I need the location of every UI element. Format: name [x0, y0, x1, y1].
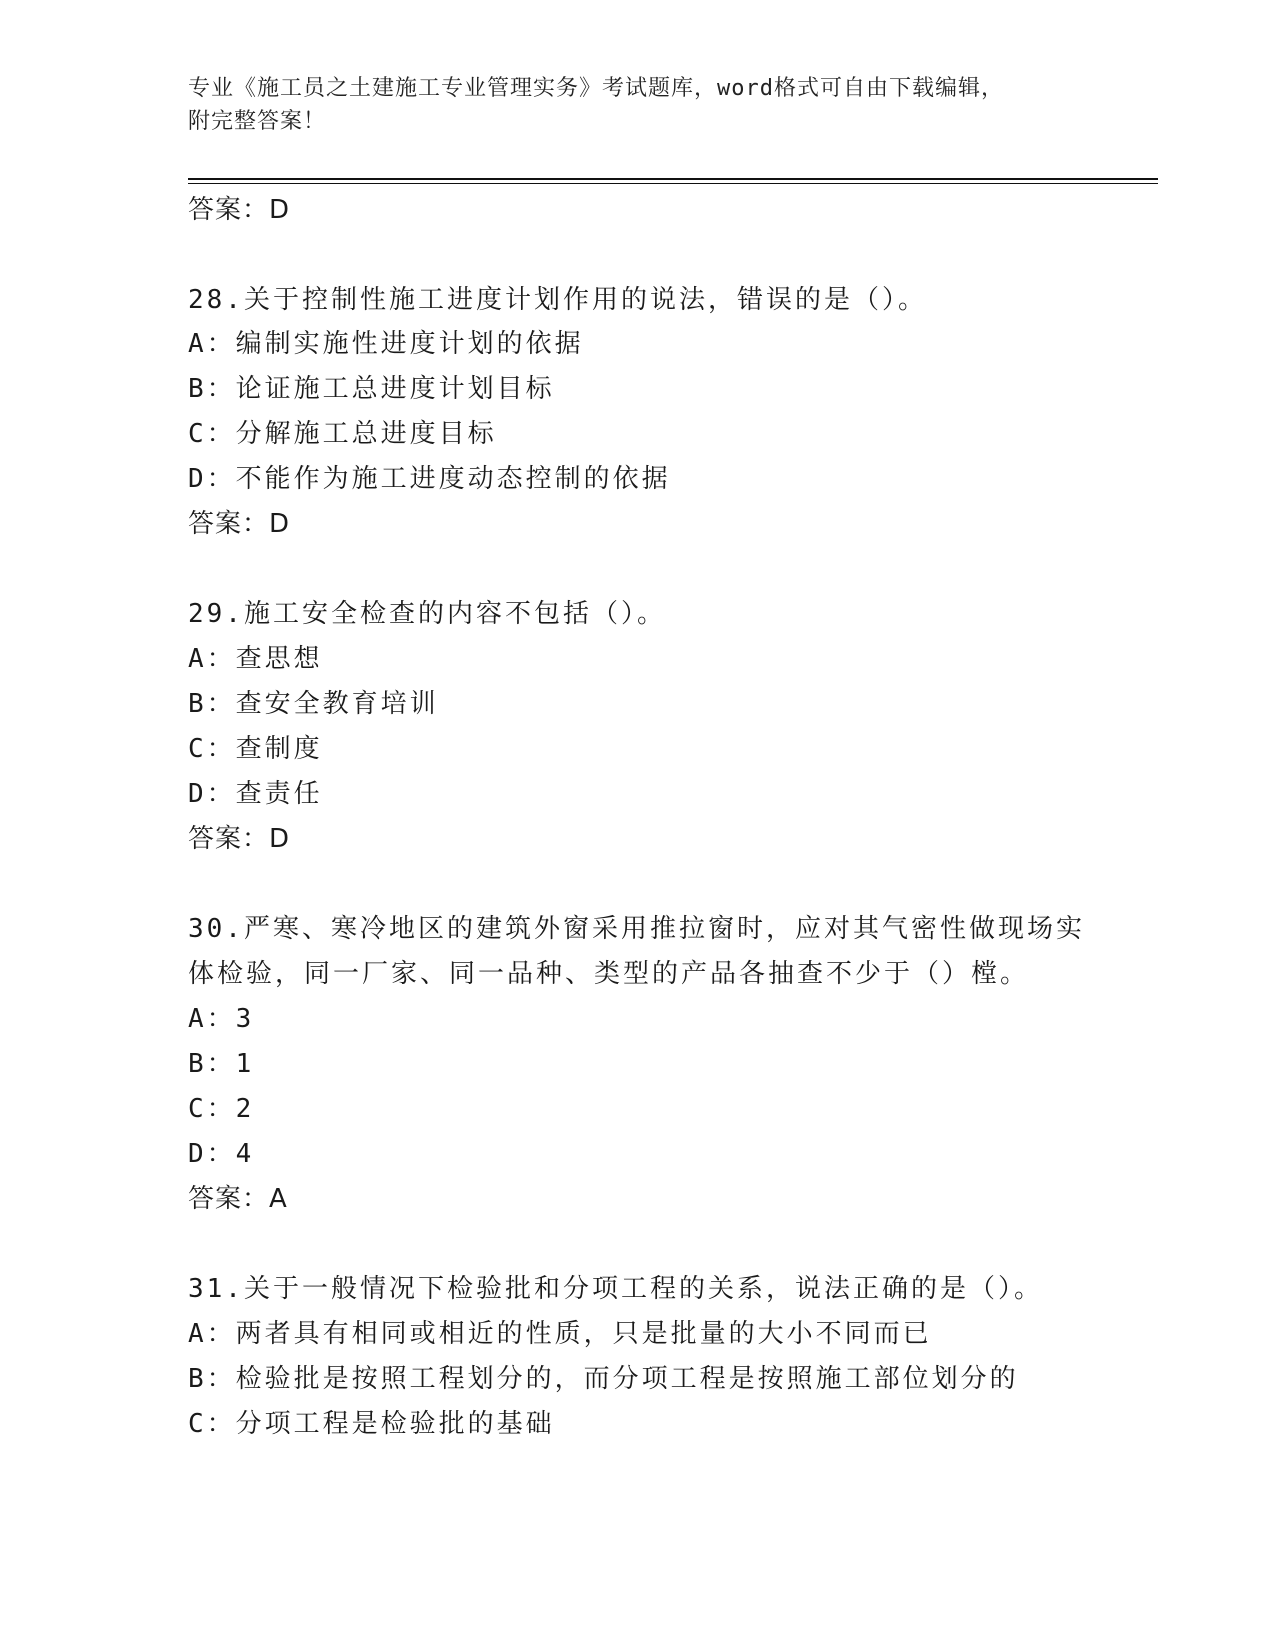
question-31-option-a: A：两者具有相同或相近的性质，只是批量的大小不同而已: [188, 1319, 932, 1349]
question-28-stem: 28.关于控制性施工进度计划作用的说法，错误的是（）。: [188, 285, 927, 315]
question-28-option-a: A：编制实施性进度计划的依据: [188, 329, 584, 359]
header-divider-thick: [188, 178, 1158, 180]
question-29-option-c: C：查制度: [188, 734, 323, 764]
header-line-2: 附完整答案！: [188, 109, 327, 134]
question-30-stem-line-2: 体检验，同一厂家、同一品种、类型的产品各抽查不少于（）樘。: [188, 959, 1030, 989]
question-29-answer: 答案：D: [188, 824, 291, 854]
question-30-stem-line-1: 30.严寒、寒冷地区的建筑外窗采用推拉窗时，应对其气密性做现场实: [188, 914, 1085, 944]
question-30-option-c: C：2: [188, 1094, 255, 1124]
question-28-option-c: C：分解施工总进度目标: [188, 419, 497, 449]
question-31-option-c: C：分项工程是检验批的基础: [188, 1409, 555, 1439]
question-29-option-b: B：查安全教育培训: [188, 689, 439, 719]
question-29-option-d: D：查责任: [188, 779, 323, 809]
question-29-stem: 29.施工安全检查的内容不包括（）。: [188, 599, 666, 629]
question-29-option-a: A：查思想: [188, 644, 323, 674]
question-30-option-a: A：3: [188, 1004, 255, 1034]
question-28-option-b: B：论证施工总进度计划目标: [188, 374, 555, 404]
question-30-option-d: D：4: [188, 1139, 255, 1169]
previous-answer: 答案：D: [188, 195, 291, 225]
question-28-option-d: D：不能作为施工进度动态控制的依据: [188, 464, 671, 494]
document-header: [188, 72, 1068, 138]
question-31-stem: 31.关于一般情况下检验批和分项工程的关系，说法正确的是（）。: [188, 1274, 1043, 1304]
header-divider-thin: [188, 183, 1158, 184]
question-31-option-b: B：检验批是按照工程划分的，而分项工程是按照施工部位划分的: [188, 1364, 1019, 1394]
question-30-answer: 答案：A: [188, 1184, 288, 1214]
question-28-answer: 答案：D: [188, 509, 291, 539]
header-line-1: 专业《施工员之土建施工专业管理实务》考试题库，word格式可自由下载编辑，: [188, 76, 1004, 101]
question-30-option-b: B：1: [188, 1049, 255, 1079]
